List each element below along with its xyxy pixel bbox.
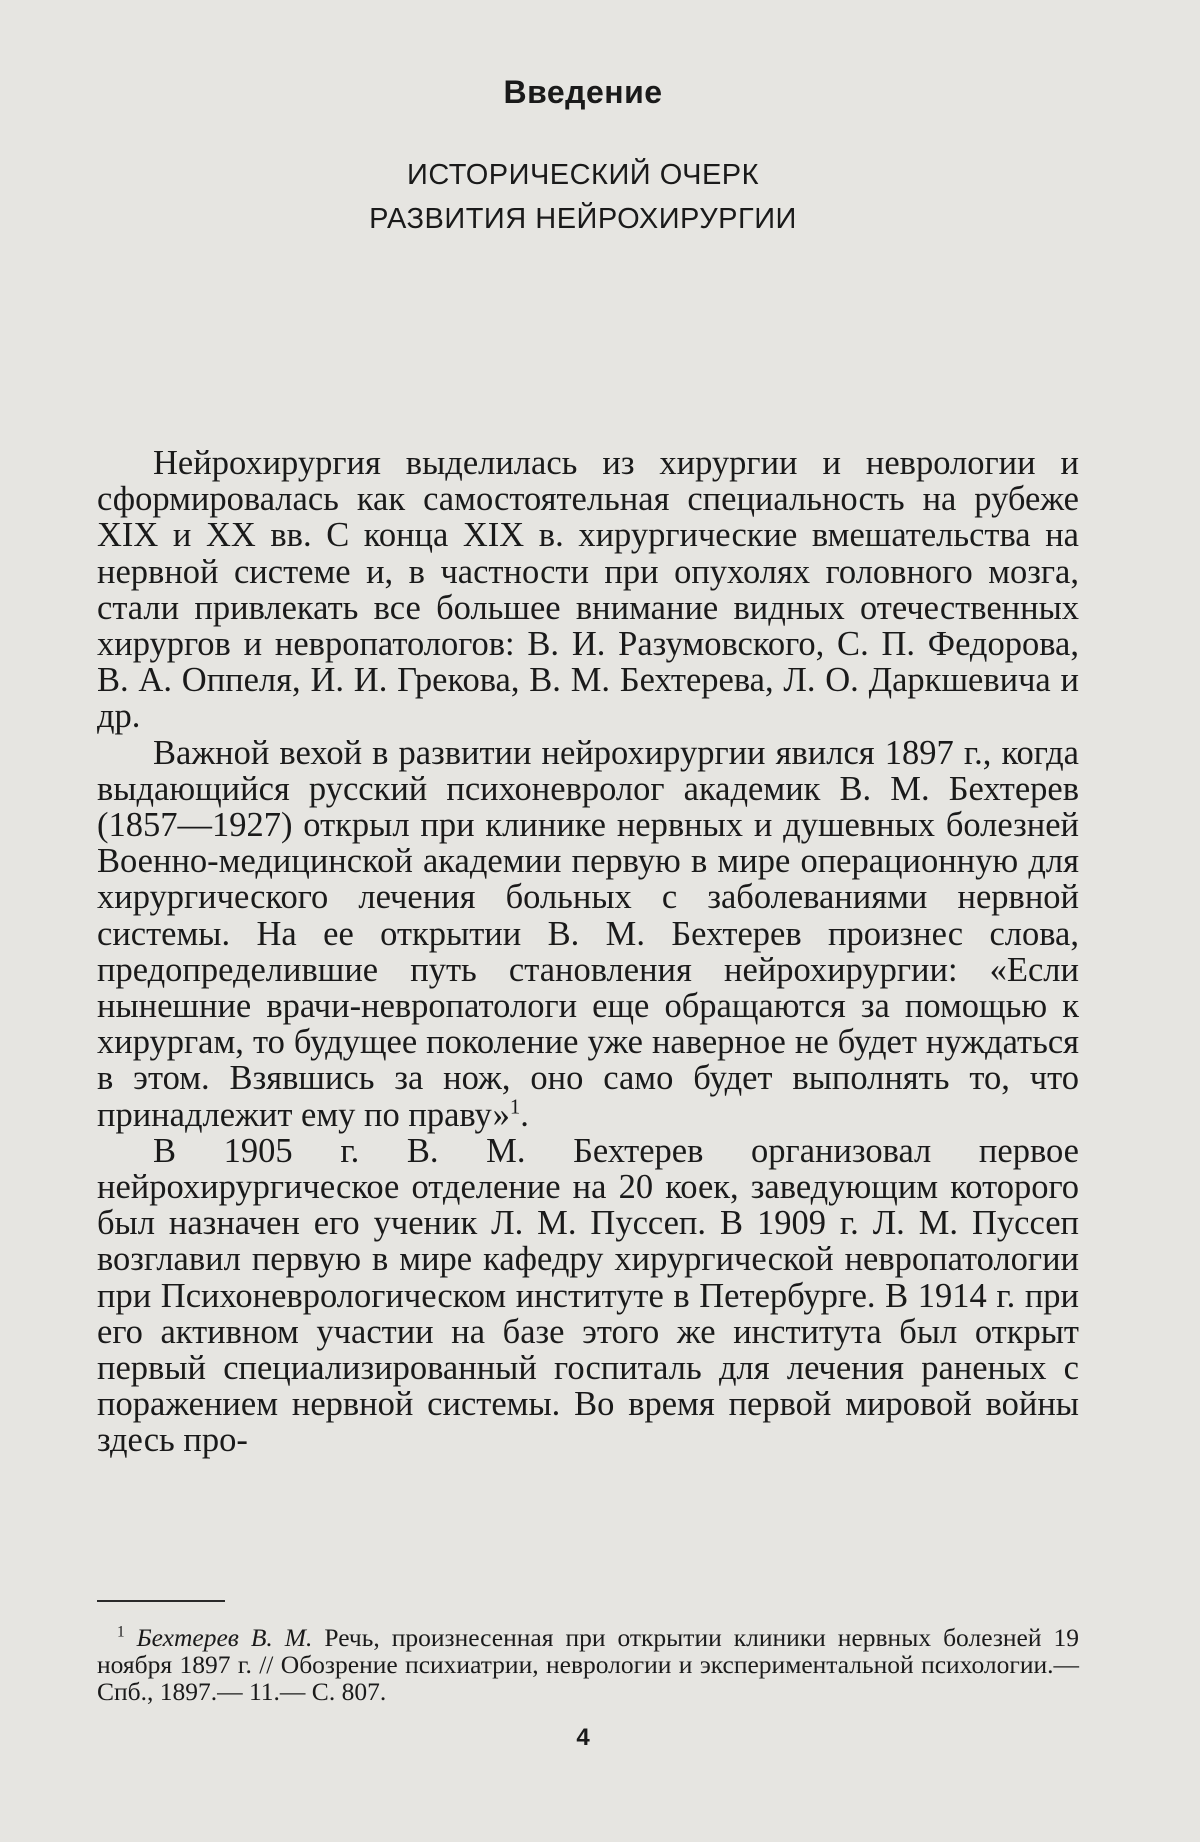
paragraph-2-end: . — [520, 1095, 529, 1134]
footnote — [97, 1624, 1079, 1705]
paragraph-2-text: Важной вехой в развитии нейрохирургии явился 1897 г., когда выдающийся русский психоневролог академик В. М. Бехтерев (1857—1927) открыл при клинике нервных и душевных болезней Военно-медицинской академии первую в мире операционную для хирургического лечения больных с заболеваниями нервной системы. На ее открытии В. М. Бехтерев произнес слова, предопределившие путь становления нейрохирургии: «Если нынешние врачи-невропатологи еще обращаются за помощью к хирургам, то будущее поколение уже наверное не будет нуждаться в этом. Взявшись за нож, оно само будет выполнять то, что принадлежит ему по праву» — [97, 733, 1079, 1134]
footnote-text: Речь, произнесенная при открытии клиники нервных болезней 19 ноября 1897 г. // Обозрение психиатрии, неврологии и экспериментальной психологии.— Спб., 1897.— 11.— С. 807. — [97, 1623, 1079, 1706]
paragraph-1: Нейрохирургия выделилась из хирургии и неврологии и сформировалась как самостоятельная специальность на рубеже XIX и XX вв. С конца XIX в. хирургические вмешательства на нервной системе и, в частности при опухолях головного мозга, стали привлекать все большее внимание видных отечественных хирургов и невропатологов: В. И. Разумовского, С. П. Федорова, В. А. Оппеля, И. И. Грекова, В. М. Бехтерева, Л. О. Даркшевича и др. — [97, 444, 1079, 736]
page-number: 4 — [576, 1724, 590, 1751]
footnote-marker: 1 — [117, 1623, 125, 1641]
footnote-author: Бехтерев В. М. — [136, 1623, 313, 1652]
paragraph-2 — [97, 735, 1079, 1133]
footnote-reference: 1 — [509, 1096, 521, 1119]
chapter-title-line-1: ИСТОРИЧЕСКИЙ ОЧЕРК — [406, 159, 760, 191]
chapter-title — [0, 153, 1166, 241]
body-text — [97, 445, 1079, 1459]
footnote-divider — [97, 1600, 225, 1602]
paragraph-3: В 1905 г. В. М. Бехтерев организовал первое нейрохирургическое отделение на 20 коек, заведующим которого был назначен его ученик Л. М. Пуссеп. В 1909 г. Л. М. Пуссеп возглавил первую в мире кафедру хирургической невропатологии при Психоневрологическом институте в Петербурге. В 1914 г. при его активном участии на базе этого же института был открыт первый специализированный госпиталь для лечения раненых с поражением нервной системы. Во время первой мировой войны здесь про- — [97, 1131, 1079, 1460]
chapter-title-line-2: РАЗВИТИЯ НЕЙРОХИРУРГИИ — [369, 203, 797, 235]
section-heading: Введение — [503, 74, 663, 110]
